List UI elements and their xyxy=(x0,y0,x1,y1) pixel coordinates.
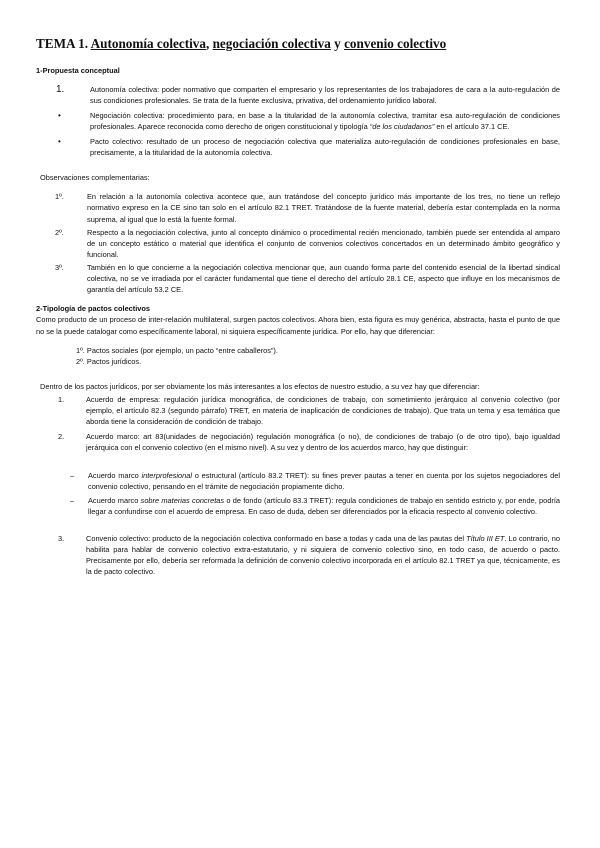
concept-item-negociacion xyxy=(36,110,560,132)
acuerdo-marco-materias-concretas xyxy=(36,495,560,517)
juridicos-list xyxy=(36,394,560,454)
observations-heading: Observaciones complementarias: xyxy=(40,173,150,183)
title-negociacion: negociación colectiva xyxy=(212,36,331,51)
page-title xyxy=(36,36,560,53)
section-2-intro: Como producto de un proceso de inter-relación multilateral, surgen pactos colectivos. Ahora bien, esta figura es muy genérica, abstracta, hasta el punto de que no se la puede catalogar como específicamente laboral, ni siquiera específicamente jurídica. Por ello, hay que diferenciar: xyxy=(36,315,560,336)
acuerdo-marco-types xyxy=(36,470,560,517)
dash-text-italic: interprofesional xyxy=(141,470,193,480)
concept-text-italic: “de los ciudadanos” xyxy=(369,121,435,131)
observation-item xyxy=(36,191,560,224)
list-marker: 1. xyxy=(56,83,65,95)
observation-number: 3º. xyxy=(55,263,64,273)
juridico-item-acuerdo-marco xyxy=(36,431,560,453)
bullet-icon: • xyxy=(58,110,61,120)
dash-text: Acuerdo marco xyxy=(88,495,141,505)
juridicos-intro: Dentro de los pactos jurídicos, por ser obviamente los más interesantes a los efectos de nuestro estudio, a su vez hay que diferenciar: xyxy=(40,381,480,391)
observation-number: 1º. xyxy=(55,192,64,202)
concept-text: Negociación colectiva: procedimiento para, en base a la titularidad de la autonomía colectiva, tramitar esa auto-regulación de condiciones profesionales. Aparece reconocida como derecho de origen constitucional y tipología xyxy=(90,110,560,131)
dash-marker: – xyxy=(70,495,75,505)
juridico-text: Acuerdo marco: art 83(unidades de negociación) regulación monográfica (o no), de condiciones de trabajo (o de otro tipo), bajo igualdad jerárquica con el convenio colectivo (en el mismo nivel). A su vez y dentro de los acuerdos marco, hay que distinguir: xyxy=(86,432,560,453)
pact-type-juridico: 2º. Pactos jurídicos. xyxy=(76,356,142,366)
acuerdo-marco-interprofesional xyxy=(36,470,560,492)
dash-marker: – xyxy=(70,470,75,480)
observation-text: Respecto a la negociación colectiva, junto al concepto dinámico o procedimental recién mencionado, también puede ser entendida al amparo de un concepto estático o material que identifica el conjunto de convenios colectivos concertados en un determinado ámbito geográfico y funcional. xyxy=(87,227,560,259)
juridico-text: Convenio colectivo: producto de la negociación colectiva conformado en base a todas y cada una de las pautas del xyxy=(86,534,467,543)
title-convenio: convenio colectivo xyxy=(344,36,447,51)
observation-item xyxy=(36,262,560,295)
title-autonomia: Autonomía colectiva xyxy=(90,36,206,51)
dash-text: Acuerdo marco xyxy=(88,470,142,480)
concept-text: Pacto colectivo: resultado de un proceso de negociación colectiva que materializa auto-regulación de condiciones profesionales en base, precisamente, a la titularidad de la autonomía colectiva. xyxy=(90,137,560,158)
concept-item-autonomia xyxy=(36,84,560,106)
concept-item-pacto xyxy=(36,136,560,158)
juridico-text: Acuerdo de empresa: regulación jurídica monográfica, de condiciones de trabajo, con sometimiento jerárquico al convenio colectivo (por ejemplo, el artículo 82.3 (segundo párrafo) TRET, en materia de inaplicación de condiciones de trabajo). Que trata un tema y esa temática que aborda tiene la consideración de condición de trabajo. xyxy=(86,395,560,427)
juridico-number: 1. xyxy=(58,395,65,405)
pacts-types-list xyxy=(76,345,560,367)
juridico-number: 2. xyxy=(58,432,65,442)
observation-number: 2º. xyxy=(55,227,64,237)
title-tema: TEMA 1. xyxy=(36,36,89,51)
concept-list xyxy=(36,84,560,159)
juridico-item-convenio xyxy=(36,533,560,577)
bullet-icon: • xyxy=(58,137,61,147)
title-sep2: y xyxy=(330,36,345,51)
dash-text-italic: sobre materias concretas xyxy=(140,495,225,505)
juridico-text: . Lo contrario, no habilita para hablar de convenio colectivo extra-estatutario, y ni siquiera de convenio colectivo sino, en todo caso, de acuerdo o pacto. Precisamente por ello, debería ser reformada la definición de convenio colectivo incorporada en el artículo 82.1 TRET ya que, técnicamente, es la de pacto colectivo. xyxy=(86,534,560,577)
title-sep1: , xyxy=(205,36,210,51)
dash-text: o de fondo (artículo 83.3 TRET): regula condiciones de trabajo en sentido estricto y, por ende, podría llegar a confundirse con el acuerdo de empresa. En caso de duda, deben ser diferenciados por la eficacia respecto al convenio colectivo. xyxy=(88,495,560,516)
section-2-heading: 2-Tipología de pactos colectivos xyxy=(36,304,151,314)
juridicos-list-continued xyxy=(36,533,560,577)
section-1-heading: 1-Propuesta conceptual xyxy=(36,65,120,75)
observation-text: También en lo que concierne a la negociación colectiva mencionar que, aun cuando forma parte del contenido esencial de la libertad sindical colectiva, no se ve irradiada por el carácter fundamental que tiene el derecho del artículo 28.1 CE, aspecto que influye en los mecanismos de garantía del artículo 53.2 CE. xyxy=(87,263,560,295)
juridico-number: 3. xyxy=(58,534,65,543)
observations-list xyxy=(36,191,560,295)
observation-text: En relación a la autonomía colectiva acontece que, aun tratándose del concepto jurídico más importante de los tres, no tiene un reflejo normativo expreso en la CE sino tan solo en el artículo 82.1 TRET. Tratándose de la fuente material, debería estar contemplada en la norma suprema, al igual que lo está la fuente formal. xyxy=(87,192,560,224)
concept-text: en el artículo 37.1 CE. xyxy=(434,121,510,131)
dash-text: o estructural (artículo 83.2 TRET): su fines prever pautas a tener en cuenta por los sujetos negociadores del convenio colectivo, pensando en el trámite de negociación propiamente dicho. xyxy=(88,470,560,491)
juridico-text-italic: Título III ET xyxy=(466,534,505,543)
juridico-item-acuerdo-empresa xyxy=(36,394,560,427)
pact-type-social: 1º. Pactos sociales (por ejemplo, un pacto “entre caballeros”). xyxy=(76,345,278,355)
observation-item xyxy=(36,227,560,260)
concept-text: Autonomía colectiva: poder normativo que comparten el empresario y los representantes de los trabajadores de cara a la auto-regulación de sus condiciones profesionales. Se trata de la fuente exclusiva, privativa, del ordenamiento jurídico laboral. xyxy=(90,84,560,105)
